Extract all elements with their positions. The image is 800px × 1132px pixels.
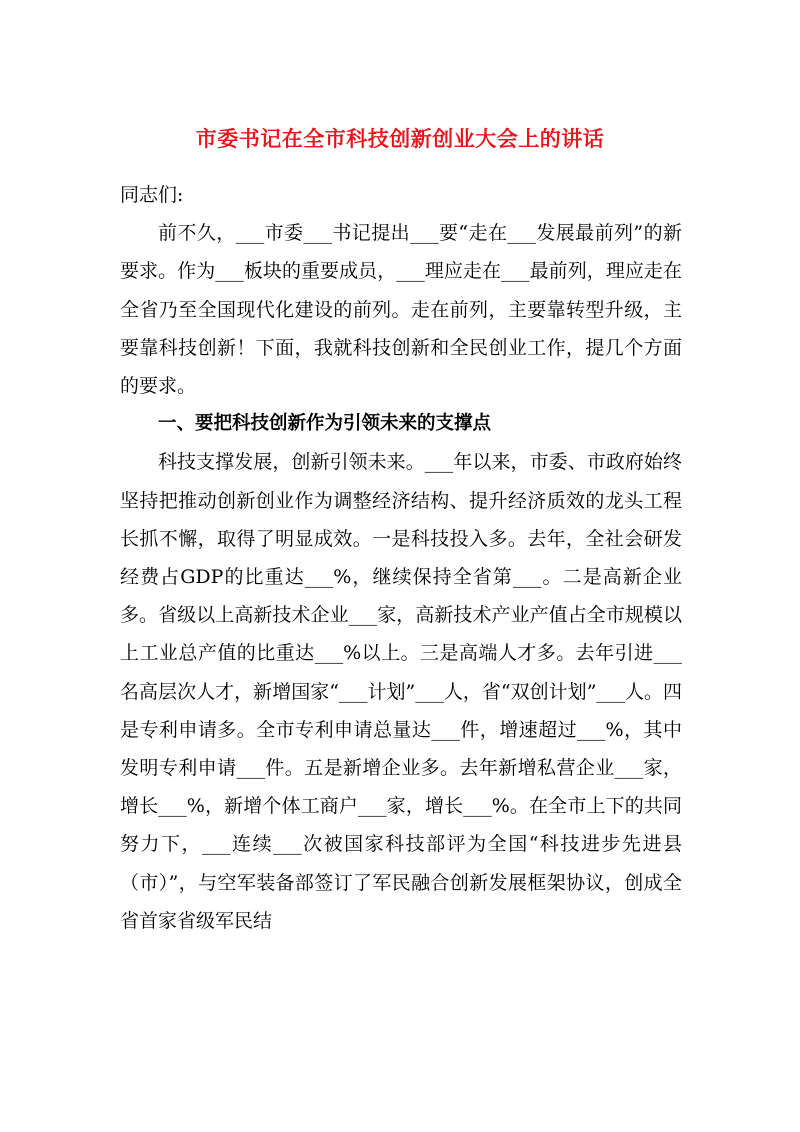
intro-paragraph: 前不久，___市委___书记提出___要“走在___发展最前列”的新要求。作为___板块的重要成员，___理应走在___最前列，理应走在全省乃至全国现代化建设的前列。走在前列，主要靠转型升级，主要靠科技创新！下面，我就科技创新和全民创业工作，提几个方面的要求。 bbox=[120, 222, 682, 398]
section-heading: 一、要把科技创新作为引领未来的支撑点 bbox=[158, 413, 492, 435]
section-paragraph: 科技支撑发展，创新引领未来。___年以来，市委、市政府始终坚持把推动创新创业作为调整经济结构、提升经济质效的龙头工程长抓不懈，取得了明显成效。一是科技投入多。去年，全社会研发经费占GDP的比重达___%，继续保持全省第___。二是高新企业多。省级以上高新技术企业___家，高新技术产业产值占全市规模以上工业总产值的比重达___%以上。三是高端人才多。去年引进___名高层次人才，新增国家“___计划”___人，省“双创计划”___人。四是专利申请多。全市专利申请总量达___件，增速超过___%，其中发明专利申请___件。五是新增企业多。去年新增私营企业___家，增长___%，新增个体工商户___家，增长___%。在全市上下的共同努力下，___连续___次被国家科技部评为全国“科技进步先进县（市）”，与空军装备部签订了军民融合创新发展框架协议，创成全省首家省级军民结 bbox=[120, 451, 682, 932]
document-title: 市委书记在全市科技创新创业大会上的讲话 bbox=[195, 127, 605, 151]
document-body bbox=[120, 176, 682, 940]
salutation: 同志们: bbox=[120, 184, 184, 206]
